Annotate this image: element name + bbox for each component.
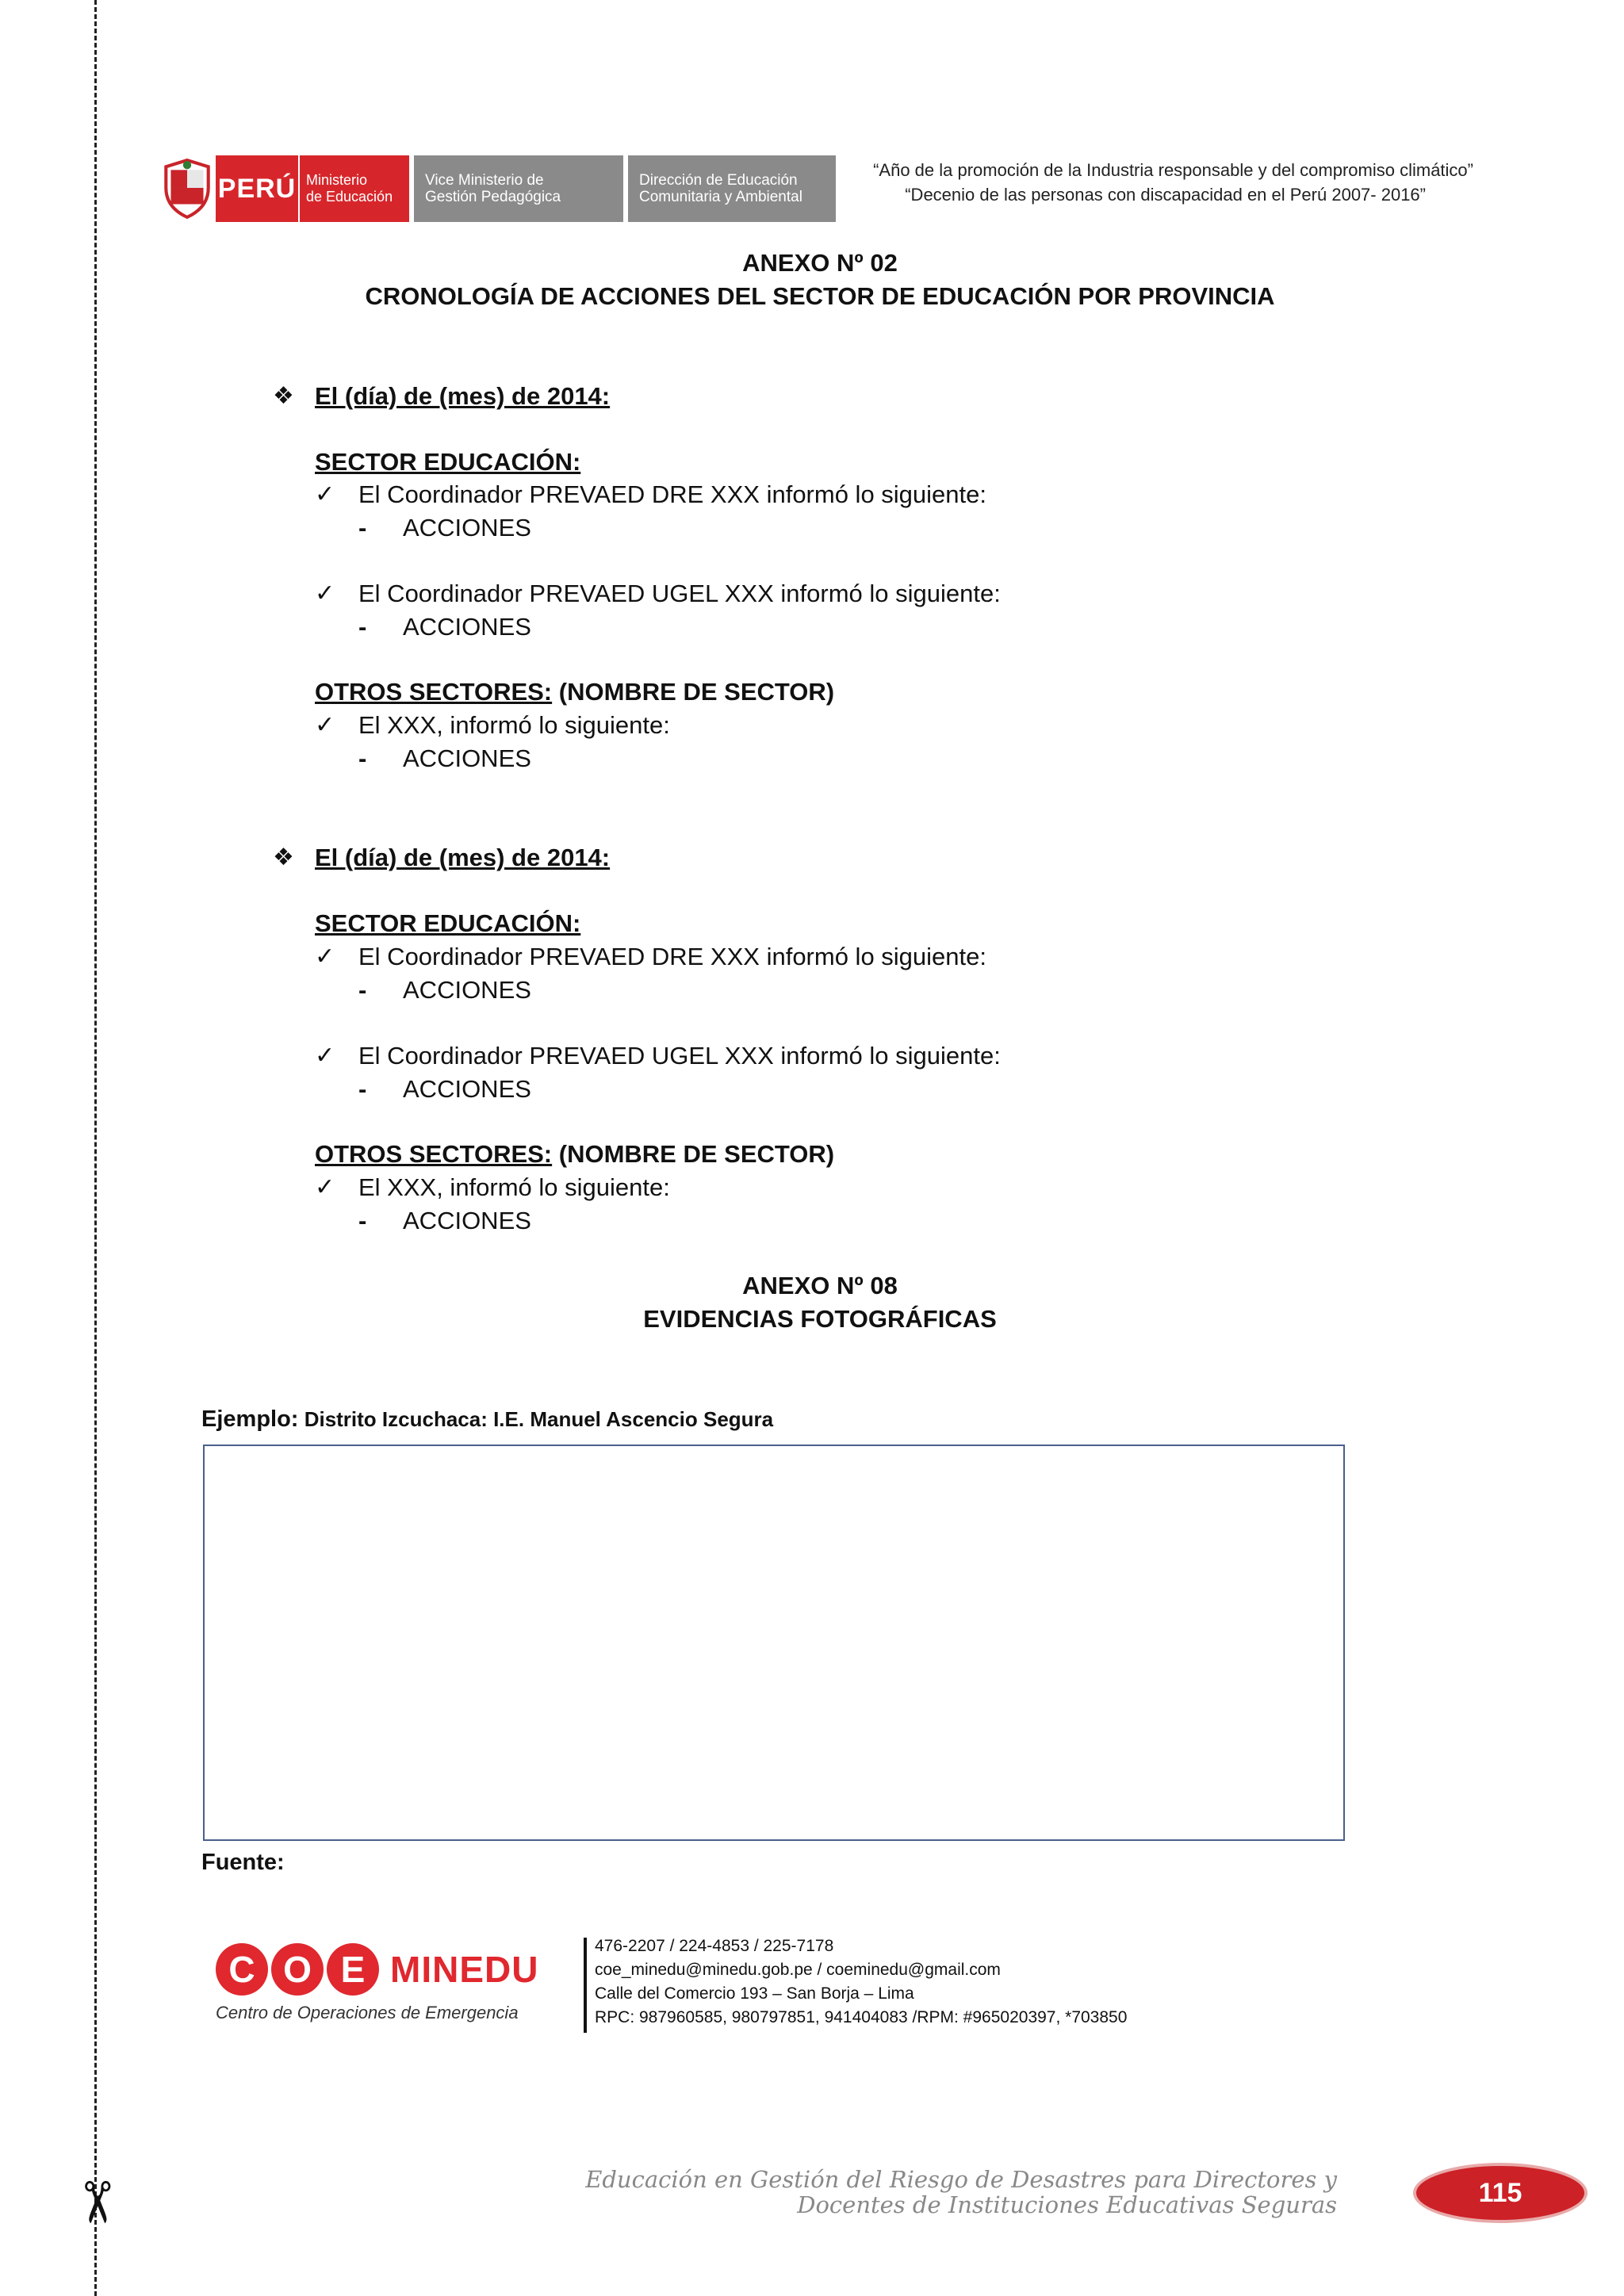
dash-bullet: - bbox=[358, 613, 367, 641]
dash-bullet: - bbox=[358, 744, 367, 772]
coe-letter-c: C bbox=[216, 1943, 268, 1996]
contact-divider bbox=[584, 1938, 587, 2033]
contact-address: Calle del Comercio 193 – San Borja – Lima bbox=[595, 1984, 914, 2003]
xxx-report-item: El XXX, informó lo siguiente: bbox=[358, 711, 670, 739]
entry-date: El (día) de (mes) de 2014: bbox=[315, 844, 611, 871]
ugel-report-item: El Coordinador PREVAED UGEL XXX informó lo siguiente: bbox=[358, 1042, 1001, 1070]
cut-guide-line bbox=[94, 0, 97, 2296]
acciones-item: ACCIONES bbox=[403, 1207, 531, 1234]
coe-subtitle: Centro de Operaciones de Emergencia bbox=[216, 2003, 519, 2022]
header-quote-year: “Año de la promoción de la Industria responsable y del compromiso climático” bbox=[873, 160, 1473, 180]
dash-bullet: - bbox=[358, 1075, 367, 1103]
otros-sectores-heading: OTROS SECTORES: (NOMBRE DE SECTOR) bbox=[315, 678, 835, 706]
footer-tagline-line2: Docentes de Instituciones Educativas Seguras bbox=[797, 2191, 1337, 2218]
dash-bullet: - bbox=[358, 1207, 367, 1234]
acciones-item: ACCIONES bbox=[403, 976, 531, 1004]
ugel-report-item: El Coordinador PREVAED UGEL XXX informó lo siguiente: bbox=[358, 580, 1001, 607]
contact-phones: 476-2207 / 224-4853 / 225-7178 bbox=[595, 1937, 834, 1955]
dash-bullet: - bbox=[358, 514, 367, 541]
acciones-item: ACCIONES bbox=[403, 1075, 531, 1103]
acciones-item: ACCIONES bbox=[403, 613, 531, 641]
checkmark-icon: ✓ bbox=[315, 943, 335, 970]
dash-bullet: - bbox=[358, 976, 367, 1004]
logo-direccion: Dirección de Educación Comunitaria y Ambiental bbox=[628, 155, 836, 222]
annex-08-title: ANEXO Nº 08 bbox=[742, 1272, 898, 1299]
coe-letter-o: O bbox=[271, 1943, 324, 1996]
scissors-icon: ✂ bbox=[63, 2178, 131, 2227]
photo-evidence-box bbox=[203, 1445, 1345, 1841]
annex-08-subtitle: EVIDENCIAS FOTOGRÁFICAS bbox=[643, 1305, 997, 1333]
footer-tagline-line1: Educación en Gestión del Riesgo de Desastres para Directores y bbox=[585, 2166, 1337, 2193]
dre-report-item: El Coordinador PREVAED DRE XXX informó lo siguiente: bbox=[358, 480, 986, 508]
logo-vice-ministerio: Vice Ministerio de Gestión Pedagógica bbox=[414, 155, 623, 222]
acciones-item: ACCIONES bbox=[403, 514, 531, 541]
xxx-report-item: El XXX, informó lo siguiente: bbox=[358, 1173, 670, 1201]
ministry-logo bbox=[159, 155, 836, 222]
sector-educacion-title: SECTOR EDUCACIÓN: bbox=[315, 909, 581, 937]
source-label: Fuente: bbox=[201, 1850, 285, 1875]
coe-letter-e: E bbox=[327, 1943, 379, 1996]
coe-minedu-logo bbox=[216, 1938, 565, 2033]
otros-sectores-heading: OTROS SECTORES: (NOMBRE DE SECTOR) bbox=[315, 1140, 835, 1168]
checkmark-icon: ✓ bbox=[315, 480, 335, 508]
entry-date: El (día) de (mes) de 2014: bbox=[315, 382, 611, 410]
annex-02-subtitle: CRONOLOGÍA DE ACCIONES DEL SECTOR DE EDUCACIÓN POR PROVINCIA bbox=[365, 282, 1275, 310]
example-caption: Ejemplo: Distrito Izcuchaca: I.E. Manuel Ascencio Segura bbox=[201, 1406, 774, 1432]
checkmark-icon: ✓ bbox=[315, 580, 335, 607]
peru-shield-icon bbox=[159, 155, 216, 222]
page-number-badge: 115 bbox=[1413, 2163, 1588, 2223]
contact-emails: coe_minedu@minedu.gob.pe / coeminedu@gmail.com bbox=[595, 1961, 1001, 1979]
checkmark-icon: ✓ bbox=[315, 1042, 335, 1070]
dre-report-item: El Coordinador PREVAED DRE XXX informó lo siguiente: bbox=[358, 943, 986, 970]
checkmark-icon: ✓ bbox=[315, 711, 335, 739]
acciones-item: ACCIONES bbox=[403, 744, 531, 772]
logo-peru: PERÚ bbox=[216, 155, 298, 222]
contact-rpc: RPC: 987960585, 980797851, 941404083 /RPM: #965020397, *703850 bbox=[595, 2008, 1128, 2026]
logo-ministerio: Ministerio de Educación bbox=[298, 155, 409, 222]
checkmark-icon: ✓ bbox=[315, 1173, 335, 1201]
header-quote-decade: “Decenio de las personas con discapacidad en el Perú 2007- 2016” bbox=[905, 185, 1426, 205]
annex-02-title: ANEXO Nº 02 bbox=[742, 249, 898, 277]
diamond-bullet-icon: ❖ bbox=[273, 844, 294, 871]
diamond-bullet-icon: ❖ bbox=[273, 382, 294, 410]
coe-minedu-text: MINEDU bbox=[390, 1949, 539, 1990]
sector-educacion-title: SECTOR EDUCACIÓN: bbox=[315, 448, 581, 476]
